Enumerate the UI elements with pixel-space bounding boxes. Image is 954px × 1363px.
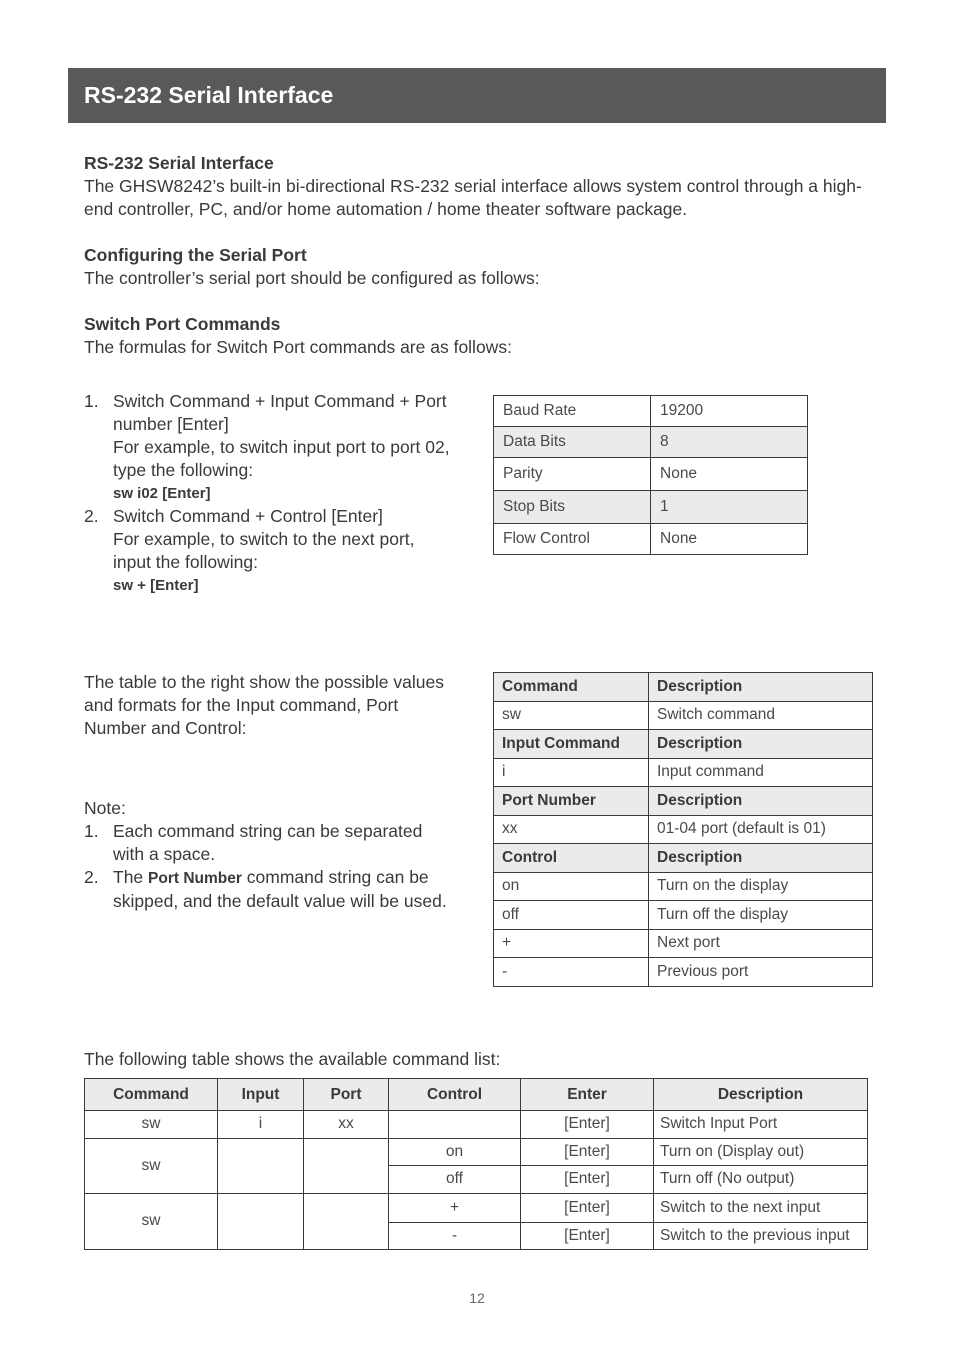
table-cell: sw bbox=[85, 1138, 218, 1193]
table-row bbox=[494, 427, 808, 458]
table-row bbox=[494, 872, 873, 901]
table-cell bbox=[304, 1193, 389, 1250]
table-row bbox=[494, 524, 808, 555]
note-text-bold: Port Number bbox=[148, 870, 242, 887]
formats-description bbox=[84, 671, 454, 740]
table-cell: sw bbox=[494, 701, 649, 730]
table-cell: Description bbox=[649, 730, 873, 759]
table-row bbox=[494, 958, 873, 987]
intro-text: The GHSW8242’s built-in bi-directional RS-232 serial interface allows system control through a high-end controller, PC, and/or home automation / home theater software package. bbox=[84, 176, 862, 219]
command-steps-list bbox=[84, 390, 454, 597]
table-cell: Switch command bbox=[649, 701, 873, 730]
table-row bbox=[494, 901, 873, 930]
table-cell: Previous port bbox=[649, 958, 873, 987]
table-cell: 01-04 port (default is 01) bbox=[649, 815, 873, 844]
table-cell: on bbox=[494, 872, 649, 901]
table-cell: 1 bbox=[651, 491, 808, 524]
table-cell: Control bbox=[494, 844, 649, 873]
list-item bbox=[84, 505, 454, 597]
list-item bbox=[84, 866, 454, 913]
list-item bbox=[84, 820, 454, 866]
page-number: 12 bbox=[469, 1290, 485, 1306]
page-banner bbox=[68, 68, 886, 123]
table-header-row bbox=[494, 730, 873, 759]
table-cell: Parity bbox=[494, 458, 651, 491]
table-cell: Description bbox=[649, 787, 873, 816]
commands-section bbox=[84, 313, 874, 359]
table-cell: Description bbox=[649, 844, 873, 873]
table-cell: Command bbox=[494, 673, 649, 702]
table-cell: Turn on the display bbox=[649, 872, 873, 901]
table-cell: [Enter] bbox=[521, 1166, 654, 1194]
formats-text: The table to the right show the possible values and formats for the Input command, Port Number and Control: bbox=[84, 672, 444, 738]
table-cell: xx bbox=[494, 815, 649, 844]
table-cell: [Enter] bbox=[521, 1193, 654, 1222]
table-cell bbox=[304, 1138, 389, 1193]
table-cell: Input command bbox=[649, 758, 873, 787]
command-list-intro: The following table shows the available command list: bbox=[84, 1049, 501, 1069]
table-cell: i bbox=[494, 758, 649, 787]
step-example: For example, to switch input port to port 02, type the following: bbox=[113, 437, 450, 480]
intro-section bbox=[84, 152, 874, 221]
column-header: Input bbox=[218, 1079, 304, 1111]
step-formula: Switch Command + Control [Enter] bbox=[113, 506, 383, 526]
note-label: Note: bbox=[84, 798, 126, 818]
table-row bbox=[494, 491, 808, 524]
table-cell: None bbox=[651, 458, 808, 491]
list-item bbox=[84, 390, 454, 505]
table-cell: i bbox=[218, 1111, 304, 1139]
table-cell: [Enter] bbox=[521, 1222, 654, 1250]
table-row bbox=[85, 1111, 868, 1139]
table-cell: Next port bbox=[649, 929, 873, 958]
table-header-row bbox=[494, 844, 873, 873]
table-cell bbox=[389, 1111, 521, 1139]
table-cell: + bbox=[389, 1193, 521, 1222]
step-formula: Switch Command + Input Command + Port number [Enter] bbox=[113, 391, 447, 434]
table-cell: 8 bbox=[651, 427, 808, 458]
note-list bbox=[84, 820, 454, 913]
table-cell: Switch to the previous input bbox=[654, 1222, 868, 1250]
table-row bbox=[494, 701, 873, 730]
table-cell: None bbox=[651, 524, 808, 555]
column-header: Enter bbox=[521, 1079, 654, 1111]
table-cell: Port Number bbox=[494, 787, 649, 816]
step-number: 1. bbox=[84, 391, 99, 411]
table-cell: Input Command bbox=[494, 730, 649, 759]
table-row bbox=[494, 815, 873, 844]
table-cell: Turn off the display bbox=[649, 901, 873, 930]
table-row bbox=[494, 758, 873, 787]
column-header: Port bbox=[304, 1079, 389, 1111]
note-block bbox=[84, 797, 454, 913]
table-cell: [Enter] bbox=[521, 1138, 654, 1166]
intro-heading: RS-232 Serial Interface bbox=[84, 153, 274, 173]
table-cell: + bbox=[494, 929, 649, 958]
table-cell: Stop Bits bbox=[494, 491, 651, 524]
step-code: sw + [Enter] bbox=[113, 577, 199, 594]
table-row bbox=[494, 458, 808, 491]
table-cell: - bbox=[389, 1222, 521, 1250]
table-cell: off bbox=[494, 901, 649, 930]
note-number: 1. bbox=[84, 821, 99, 841]
table-cell: xx bbox=[304, 1111, 389, 1139]
note-text: Each command string can be separated with a space. bbox=[113, 821, 423, 864]
config-section bbox=[84, 244, 874, 290]
table-cell: Turn on (Display out) bbox=[654, 1138, 868, 1166]
table-cell: Switch Input Port bbox=[654, 1111, 868, 1139]
table-cell: [Enter] bbox=[521, 1111, 654, 1139]
config-heading: Configuring the Serial Port bbox=[84, 245, 307, 265]
table-cell: 19200 bbox=[651, 396, 808, 427]
table-row bbox=[494, 929, 873, 958]
banner-title: RS-232 Serial Interface bbox=[84, 82, 334, 108]
table-header-row bbox=[494, 673, 873, 702]
table-cell: Description bbox=[649, 673, 873, 702]
table-row bbox=[494, 396, 808, 427]
table-header-row bbox=[85, 1079, 868, 1111]
command-list-table bbox=[84, 1078, 868, 1250]
note-text-pre: The bbox=[113, 867, 149, 887]
table-cell: sw bbox=[85, 1111, 218, 1139]
commands-heading: Switch Port Commands bbox=[84, 314, 281, 334]
table-cell bbox=[218, 1193, 304, 1250]
column-header: Description bbox=[654, 1079, 868, 1111]
table-cell: Switch to the next input bbox=[654, 1193, 868, 1222]
table-cell: off bbox=[389, 1166, 521, 1194]
column-header: Control bbox=[389, 1079, 521, 1111]
table-cell: - bbox=[494, 958, 649, 987]
step-number: 2. bbox=[84, 506, 99, 526]
table-cell: Turn off (No output) bbox=[654, 1166, 868, 1194]
serial-config-table bbox=[493, 395, 808, 555]
table-cell bbox=[218, 1138, 304, 1193]
note-text-post: command string can be skipped, and the default value will be used. bbox=[113, 867, 447, 911]
table-cell: on bbox=[389, 1138, 521, 1166]
step-code: sw i02 [Enter] bbox=[113, 485, 211, 502]
table-cell: Data Bits bbox=[494, 427, 651, 458]
table-header-row bbox=[494, 787, 873, 816]
table-row bbox=[85, 1138, 868, 1166]
config-text: The controller’s serial port should be configured as follows: bbox=[84, 268, 540, 288]
command-formats-table bbox=[493, 672, 873, 987]
table-cell: sw bbox=[85, 1193, 218, 1250]
column-header: Command bbox=[85, 1079, 218, 1111]
table-row bbox=[85, 1193, 868, 1222]
table-cell: Flow Control bbox=[494, 524, 651, 555]
commands-text: The formulas for Switch Port commands are as follows: bbox=[84, 337, 512, 357]
note-number: 2. bbox=[84, 867, 99, 887]
table-cell: Baud Rate bbox=[494, 396, 651, 427]
step-example: For example, to switch to the next port, input the following: bbox=[113, 529, 415, 572]
